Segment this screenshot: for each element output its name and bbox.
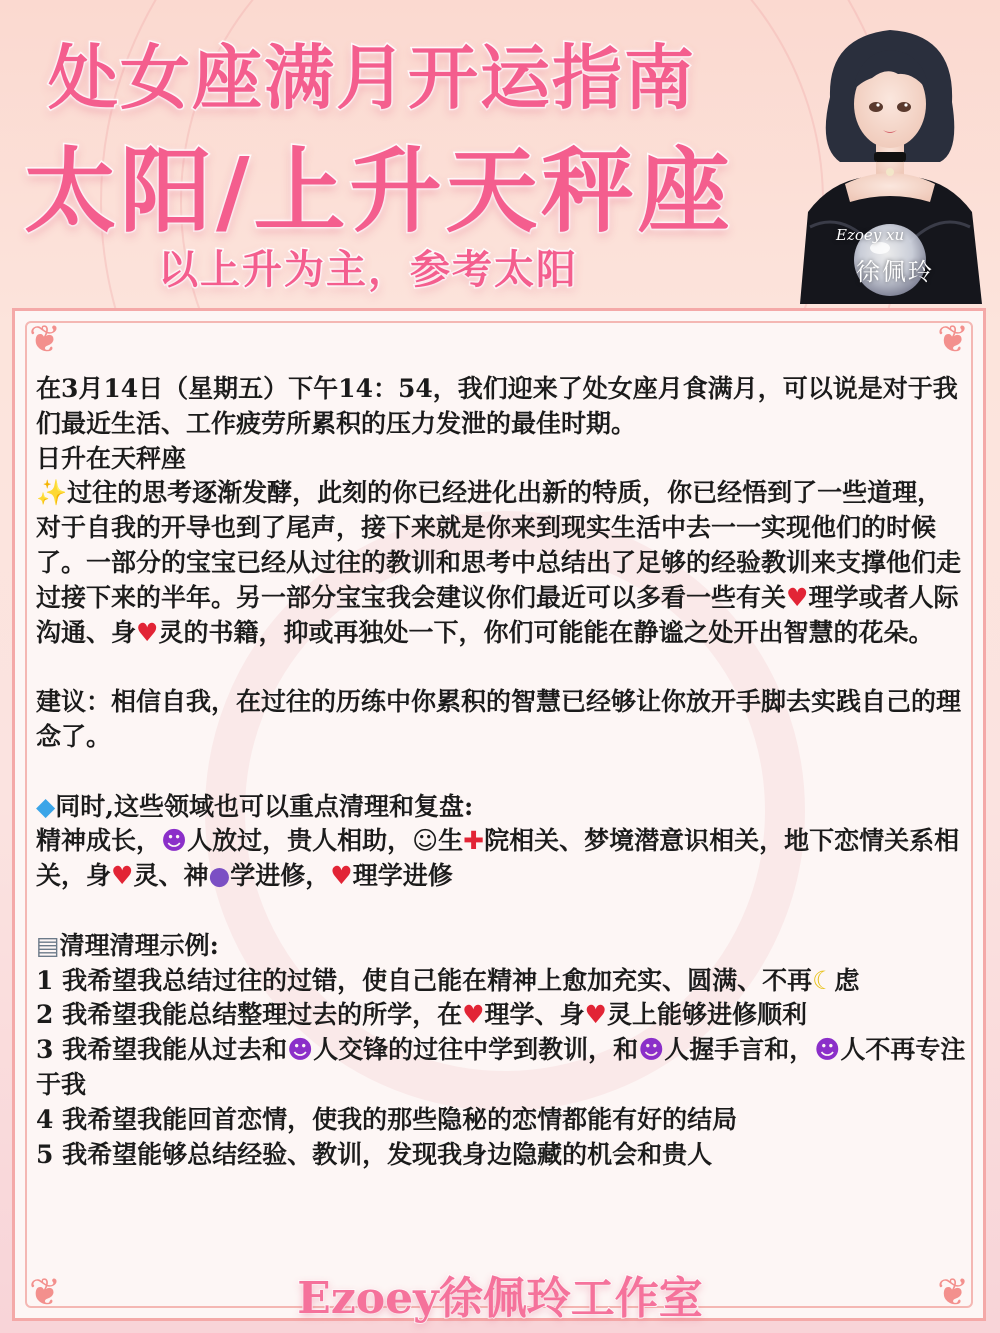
- banana-icon: ☾: [812, 965, 835, 995]
- areas-title: ◆同时,这些领域也可以重点清理和复盘:: [36, 791, 474, 821]
- areas-list: 精神成长，☻人放过，贵人相助，☺生✚院相关、梦境潜意识相关，地下恋情关系相关，身♥灵、神●学进修，♥理学进修: [36, 826, 960, 891]
- red-heart-icon: ♥: [786, 582, 809, 612]
- smiling-devil-icon: ☻: [287, 1035, 314, 1065]
- smiling-devil-icon: ☻: [161, 826, 188, 856]
- hospital-icon: ✚: [463, 826, 485, 856]
- glowing-star-icon: ✨: [36, 478, 68, 508]
- signature-script: Ezoey xu: [836, 226, 905, 244]
- title-line-1: 处女座满月开运指南: [48, 37, 696, 119]
- red-heart-icon: ♥: [330, 861, 353, 891]
- title-line-3: 以上升为主，参考太阳: [158, 247, 578, 293]
- corner-ornament-top-left: ❦: [29, 317, 61, 361]
- example-5: 5 我希望能够总结经验、教训，发现我身边隐藏的机会和贵人: [36, 1139, 713, 1169]
- gem-stone-icon: ◆: [36, 791, 56, 821]
- corner-ornament-top-right: ❦: [937, 317, 969, 361]
- title-line-2: 太阳/上升天秤座: [24, 138, 734, 245]
- advice-paragraph: 建议：相信自我，在过往的历练中你累积的智慧已经够让你放开手脚去实践自己的理念了。: [36, 687, 962, 751]
- signature: [826, 226, 986, 286]
- red-heart-icon: ♥: [584, 1000, 607, 1030]
- corner-ornament-bottom-left: ❦: [29, 1270, 61, 1314]
- forecast-paragraph: ✨过往的思考逐渐发酵，此刻的你已经进化出新的特质，你已经悟到了一些道理，对于自我的开导也到了尾声，接下来就是你来到现实生活中去一一实现他们的时候了。一部分的宝宝已经从过往的教训和思考中总结出了足够的经验教训来支撑他们走过接下来的半年。另一部分宝宝我会建议你们最近可以多看一些有关♥理学或者人际沟通、身♥灵的书籍，抑或再独处一下，你们可能能在静谧之处开出智慧的花朵。: [36, 478, 962, 647]
- example-3: 3 我希望我能从过去和☻人交锋的过往中学到教训，和☻人握手言和，☻人不再专注于我: [36, 1035, 966, 1099]
- red-heart-icon: ♥: [111, 861, 134, 891]
- section-subtitle: 日升在天秤座: [36, 443, 187, 473]
- studio-footer: Ezoey徐佩玲工作室: [297, 1273, 703, 1324]
- examples-title: ▤清理清理示例:: [36, 930, 219, 960]
- corner-ornament-bottom-right: ❦: [937, 1270, 969, 1314]
- health-worker-icon: ☺: [412, 826, 439, 856]
- intro-paragraph: 在3月14日（星期五）下午14：54，我们迎来了处女座月食满月，可以说是对于我们最近生活、工作疲劳所累积的压力发泄的最佳时期。: [36, 374, 958, 438]
- example-4: 4 我希望我能回首恋情，使我的那些隐秘的恋情都能有好的结局: [36, 1104, 738, 1134]
- red-heart-icon: ♥: [462, 1000, 485, 1030]
- header: [0, 0, 1000, 305]
- example-1: 1 我希望我总结过往的过错，使自己能在精神上愈加充实、圆满、不再☾虑: [36, 965, 860, 995]
- smiling-devil-icon: ☻: [814, 1035, 841, 1065]
- red-heart-icon: ♥: [136, 617, 159, 647]
- signature-name: 徐佩玲: [856, 258, 934, 286]
- main-text: [36, 372, 966, 1172]
- page-document-icon: ▤: [36, 930, 60, 960]
- smiling-devil-icon: ☻: [638, 1035, 665, 1065]
- crystal-ball-icon: ●: [208, 861, 231, 891]
- example-2: 2 我希望我能总结整理过去的所学，在♥理学、身♥灵上能够进修顺利: [36, 1000, 807, 1030]
